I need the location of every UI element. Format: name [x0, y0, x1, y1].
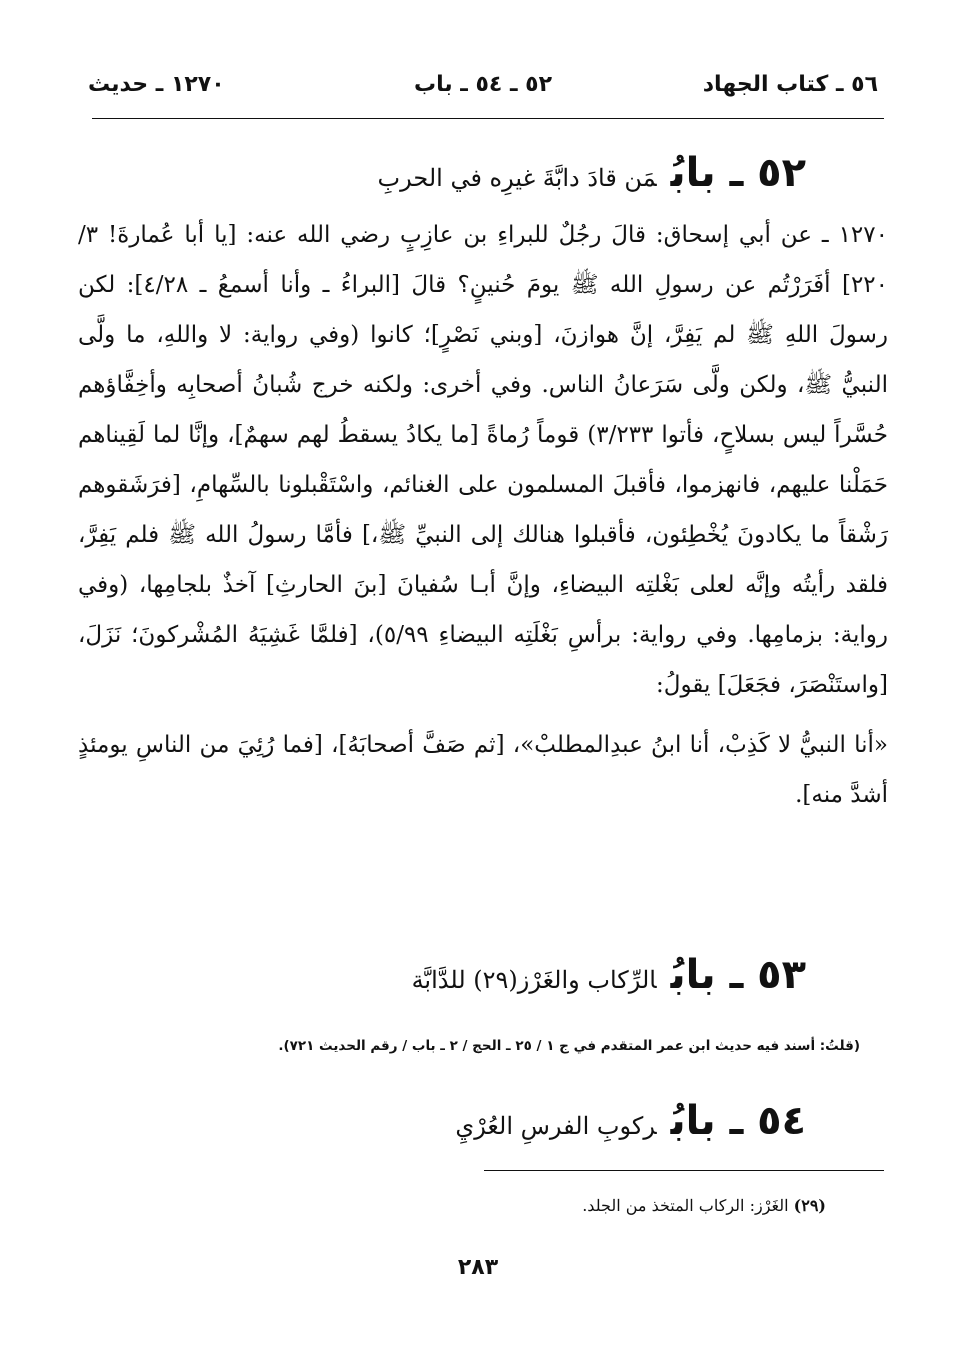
page-number: ٢٨٣ [457, 1255, 499, 1280]
chapter-number: ٥٤ ـ بابُ [670, 1098, 806, 1144]
header-hadith-number: ١٢٧٠ ـ حديث [88, 72, 225, 97]
footnote-divider [484, 1170, 884, 1171]
footnote [582, 1196, 826, 1215]
hadith-text [78, 210, 888, 820]
chapter-heading-54 [150, 1098, 806, 1144]
chapter-title: ركوبِ الفرسِ العُرْيِ [455, 1112, 657, 1140]
chapter-number: ٥٣ ـ بابُ [670, 952, 806, 998]
chapter-heading-52 [150, 150, 806, 196]
editor-note: (قلتُ: أسند فيه حديث ابن عمر المتقدم في ج ١ / ٢٥ ـ الحج / ٢ ـ باب / رقم الحديث ٧٢١). [278, 1038, 860, 1054]
chapter-title: مَن قادَ دابَّةَ غيرِه في الحربِ [377, 164, 657, 192]
header-divider [92, 118, 884, 119]
footnote-number: (٢٩) [793, 1196, 826, 1215]
running-header [88, 72, 878, 106]
chapter-title: الرِّكاب والغَرْز(٢٩) للدَّابَّة [411, 966, 657, 994]
header-book-title: ٥٦ ـ كتاب الجهاد [702, 72, 878, 97]
header-chapter-range: ٥٢ ـ ٥٤ ـ باب [413, 72, 553, 97]
hadith-speech: «أنا النبيُّ لا كَذِبْ، أنا ابنُ عبدِالمطلبْ»، [ثم صَفَّ أصحابَهُ]، [فما رُئِيَ من الناسِ يومئذٍ أشدَّ منه]. [78, 732, 888, 808]
hadith-paragraph: ١٢٧٠ ـ عن أبي إسحاق: قالَ رجُلٌ للبراءِ بن عازِبٍ رضي الله عنه: [يا أبا عُمارةَ! ٣/ ٢٢٠] أفَرَرْتُم عن رسولِ الله ﷺ يومَ حُنينٍ؟ قالَ [البراءُ ـ وأنا أسمعُ ـ ٤/٢٨]: لكن رسولَ اللهِ ﷺ لم يَفِرَّ، إنَّ هوازنَ، [وبني نَصْرٍ]؛ كانوا (وفي رواية: لا واللهِ، ما ولَّى النبيُّ ﷺ، ولكن ولَّى سَرَعانُ الناس. وفي أخرى: ولكنه خرج شُبانُ أصحابِه وأخِفَّاؤهم حُسَّراً ليس بسلاحٍ، فأتوا ٣/٢٣٣) قوماً رُماةً [ما يكادُ يسقطُ لهم سهمٌ]، وإنَّا لما لَقِيناهم حَمَلْنا عليهم، فانهزموا، فأقبلَ المسلمون على الغنائم، واسْتَقْبلونا بالسِّهامِ، [فرَشَقوهم رَشْقاً ما يكادونَ يُخْطِئون، فأقبلوا هنالك إلى النبيِّ ﷺ،] فأمَّا رسولُ الله ﷺ فلم يَفِرَّ، فلقد رأيتُه وإنَّه لعلى بَغْلتِه البيضاءِ، وإنَّ أبـا سُفيانَ [بنَ الحارثِ] آخذٌ بلجامِها، (وفي رواية: بزمامِها. وفي رواية: برأسِ بَغْلَتِه البيضاءِ ٥/٩٩)، [فلمَّا غَشِيَهُ المُشْركونَ؛ نَزَلَ، [واستَنْصَرَ، فجَعَلَ] يقولُ: [78, 222, 888, 698]
chapter-heading-53 [150, 952, 806, 998]
chapter-number: ٥٢ ـ بابُ [670, 150, 806, 196]
footnote-text: الغَرْز: الركاب المتخذ من الجلد. [582, 1196, 789, 1215]
